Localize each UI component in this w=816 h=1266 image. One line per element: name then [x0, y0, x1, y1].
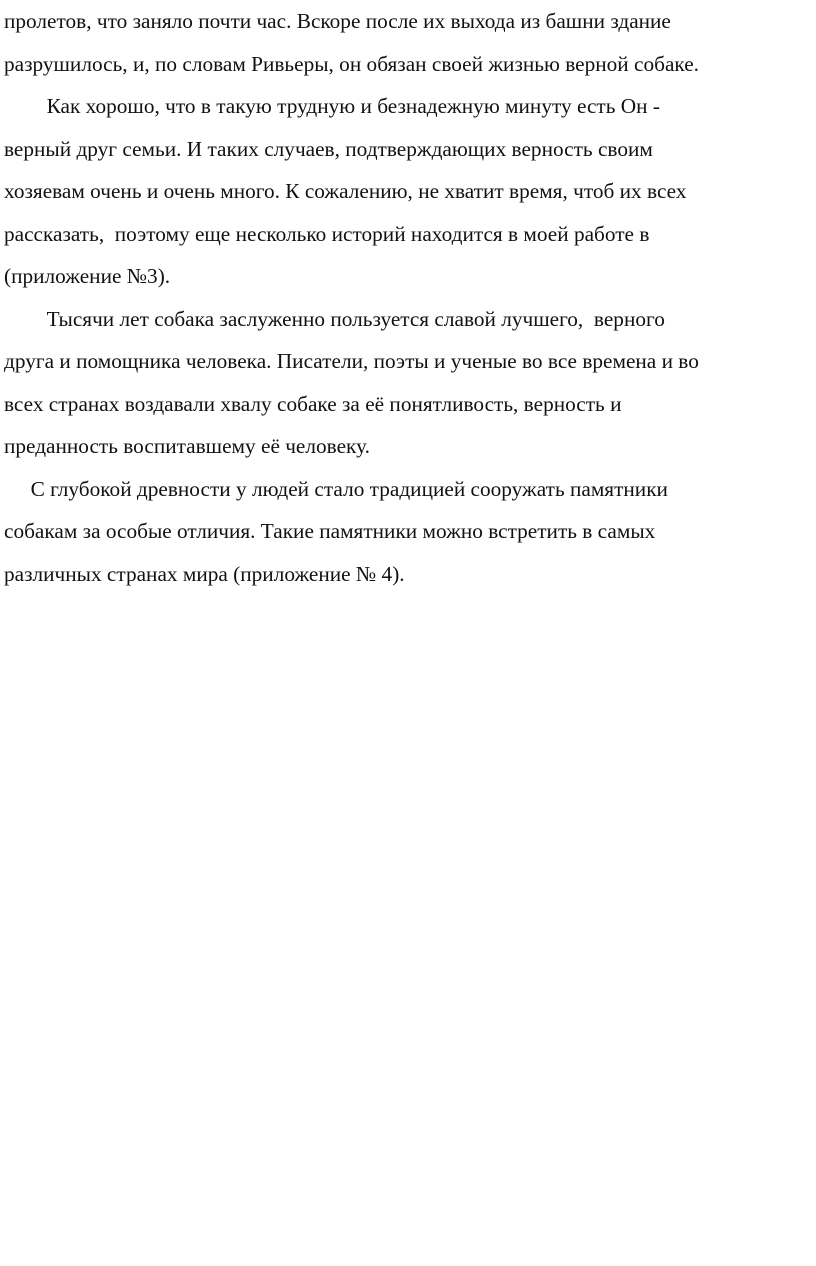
text-line: хозяевам очень и очень много. К сожалению, не хватит время, чтоб их всех: [4, 179, 687, 203]
text-line: Как хорошо, что в такую трудную и безнадежную минуту есть Он -: [4, 94, 660, 118]
text-line: собакам за особые отличия. Такие памятники можно встретить в самых: [4, 519, 656, 543]
text-line: различных странах мира (приложение № 4).: [4, 561, 405, 586]
text-line: (приложение №3).: [4, 264, 171, 288]
text-line: Тысячи лет собака заслуженно пользуется славой лучшего, верного: [4, 306, 665, 331]
text-line: пролетов, что заняло почти час. Вскоре после их выхода из башни здание: [4, 9, 671, 33]
text-line: преданность воспитавшему её человеку.: [4, 434, 370, 458]
text-line: верный друг семьи. И таких случаев, подтверждающих верность своим: [4, 136, 653, 161]
text-line: разрушилось, и, по словам Ривьеры, он обязан своей жизнью верной собаке.: [4, 51, 699, 76]
text-line: С глубокой древности у людей стало традицией сооружать памятники: [4, 476, 668, 501]
text-line: рассказать, поэтому еще несколько историй находится в моей работе в: [4, 221, 650, 246]
document-body: [4, 0, 816, 595]
text-line: друга и помощника человека. Писатели, поэты и ученые во все времена и во: [4, 349, 699, 373]
text-line: всех странах воздавали хвалу собаке за её понятливость, верность и: [4, 391, 622, 416]
